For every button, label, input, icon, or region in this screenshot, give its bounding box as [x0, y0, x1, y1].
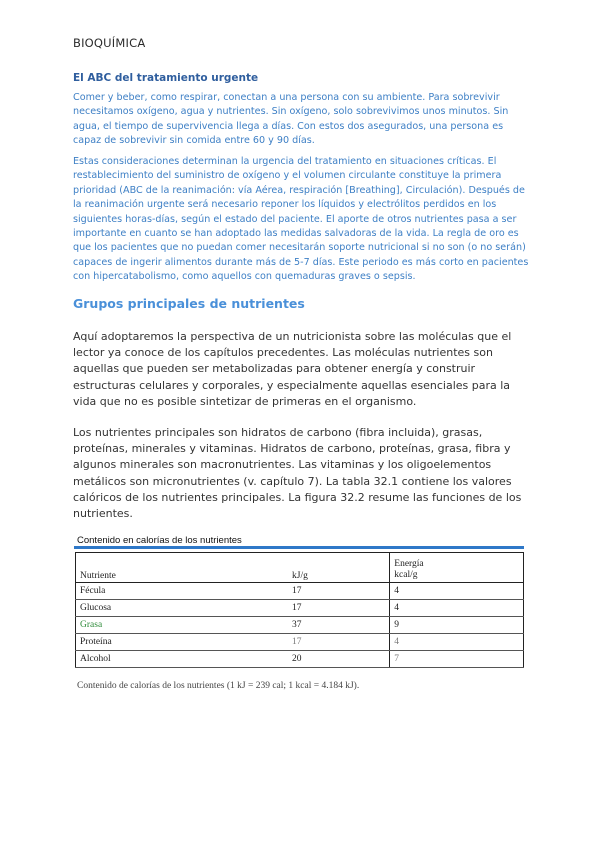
cell-nutrient: Proteína — [76, 634, 289, 651]
cell-kj: 17 — [288, 583, 390, 600]
cell-nutrient: Fécula — [76, 583, 289, 600]
table-caption: Contenido de calorías de los nutrientes (1 kJ = 239 cal; 1 kcal = 4.184 kJ). — [77, 681, 360, 691]
box-paragraph-2: Estas consideraciones determinan la urgencia del tratamiento en situaciones críticas. El restablecimiento del suministro de oxígeno y el volumen circulante constituye la primera prioridad (ABC de la reanimación: vía Aérea, respiración [Breathing], Circulación). Después de la reanimación urgente será necesario reponer los líquidos y electrólitos perdidos en los siguientes horas-días, según el estado del paciente. El aporte de otros nutrientes pasa a ser importante en cuanto se han adoptado las medidas salvadoras de la vida. La regla de oro es que los pacientes que no puedan comer necesitarán soporte nutricional si no son (o no serán) capaces de ingerir alimentos durante más de 5-7 días. Este periodo es más corto en pacientes con hipercatabolismo, como aquellos con quemaduras graves o sepsis. — [73, 156, 529, 283]
header-energy — [390, 553, 524, 583]
header-kcal: kcal/g — [394, 570, 418, 580]
cell-kj: 20 — [288, 651, 390, 668]
table-title-rule — [74, 546, 524, 549]
cell-nutrient: Grasa — [76, 617, 289, 634]
cell-kcal: 4 — [390, 600, 524, 617]
cell-kj: 17 — [288, 634, 390, 651]
box-title: El ABC del tratamiento urgente — [73, 72, 259, 84]
cell-kj: 37 — [288, 617, 390, 634]
body-paragraph-2: Los nutrientes principales son hidratos de carbono (fibra incluida), grasas, proteínas, minerales y vitaminas. Hidratos de carbono, proteínas, grasa, fibra y algunos minerales son macronutrientes. Las vitaminas y los oligoelementos metálicos son micronutrientes (v. capítulo 7). La tabla 32.1 contiene los valores calóricos de los nutrientes principales. La figura 32.2 resume las funciones de los nutrientes. — [73, 426, 522, 521]
header-kj: kJ/g — [288, 553, 390, 583]
cell-kj: 17 — [288, 600, 390, 617]
box-paragraph-1: Comer y beber, como respirar, conectan a una persona con su ambiente. Para sobrevivir necesitamos oxígeno, agua y nutrientes. Sin oxígeno, solo sobrevivimos unos minutos. Sin agua, el tiempo de supervivencia llega a días. Con estos dos asegurados, una persona es capaz de sobrevivir sin comida entre 60 y 90 días. — [73, 92, 509, 147]
cell-nutrient: Glucosa — [76, 600, 289, 617]
cell-kcal: 4 — [390, 634, 524, 651]
cell-kcal: 9 — [390, 617, 524, 634]
running-header: BIOQUÍMICA — [73, 36, 146, 50]
cell-nutrient: Alcohol — [76, 651, 289, 668]
header-energy-label: Energía — [394, 559, 424, 569]
cell-kcal: 4 — [390, 583, 524, 600]
table-header-row — [76, 553, 524, 583]
table-row — [76, 651, 524, 668]
table-row — [76, 600, 524, 617]
table-title: Contenido en calorías de los nutrientes — [77, 535, 242, 546]
table-row — [76, 617, 524, 634]
section-heading: Grupos principales de nutrientes — [73, 296, 305, 311]
body-paragraph-1: Aquí adoptaremos la perspectiva de un nutricionista sobre las moléculas que el lector ya conoce de los capítulos precedentes. Las moléculas nutrientes son aquellas que pueden ser metabolizadas para obtener energía y construir estructuras celulares y corporales, y especialmente aquellas esenciales para la vida que no es posible sintetizar de primeras en el organismo. — [73, 330, 512, 408]
table-row — [76, 634, 524, 651]
table-row — [76, 583, 524, 600]
header-nutrient: Nutriente — [76, 553, 289, 583]
nutrient-calorie-table — [75, 552, 524, 668]
cell-kcal: 7 — [390, 651, 524, 668]
